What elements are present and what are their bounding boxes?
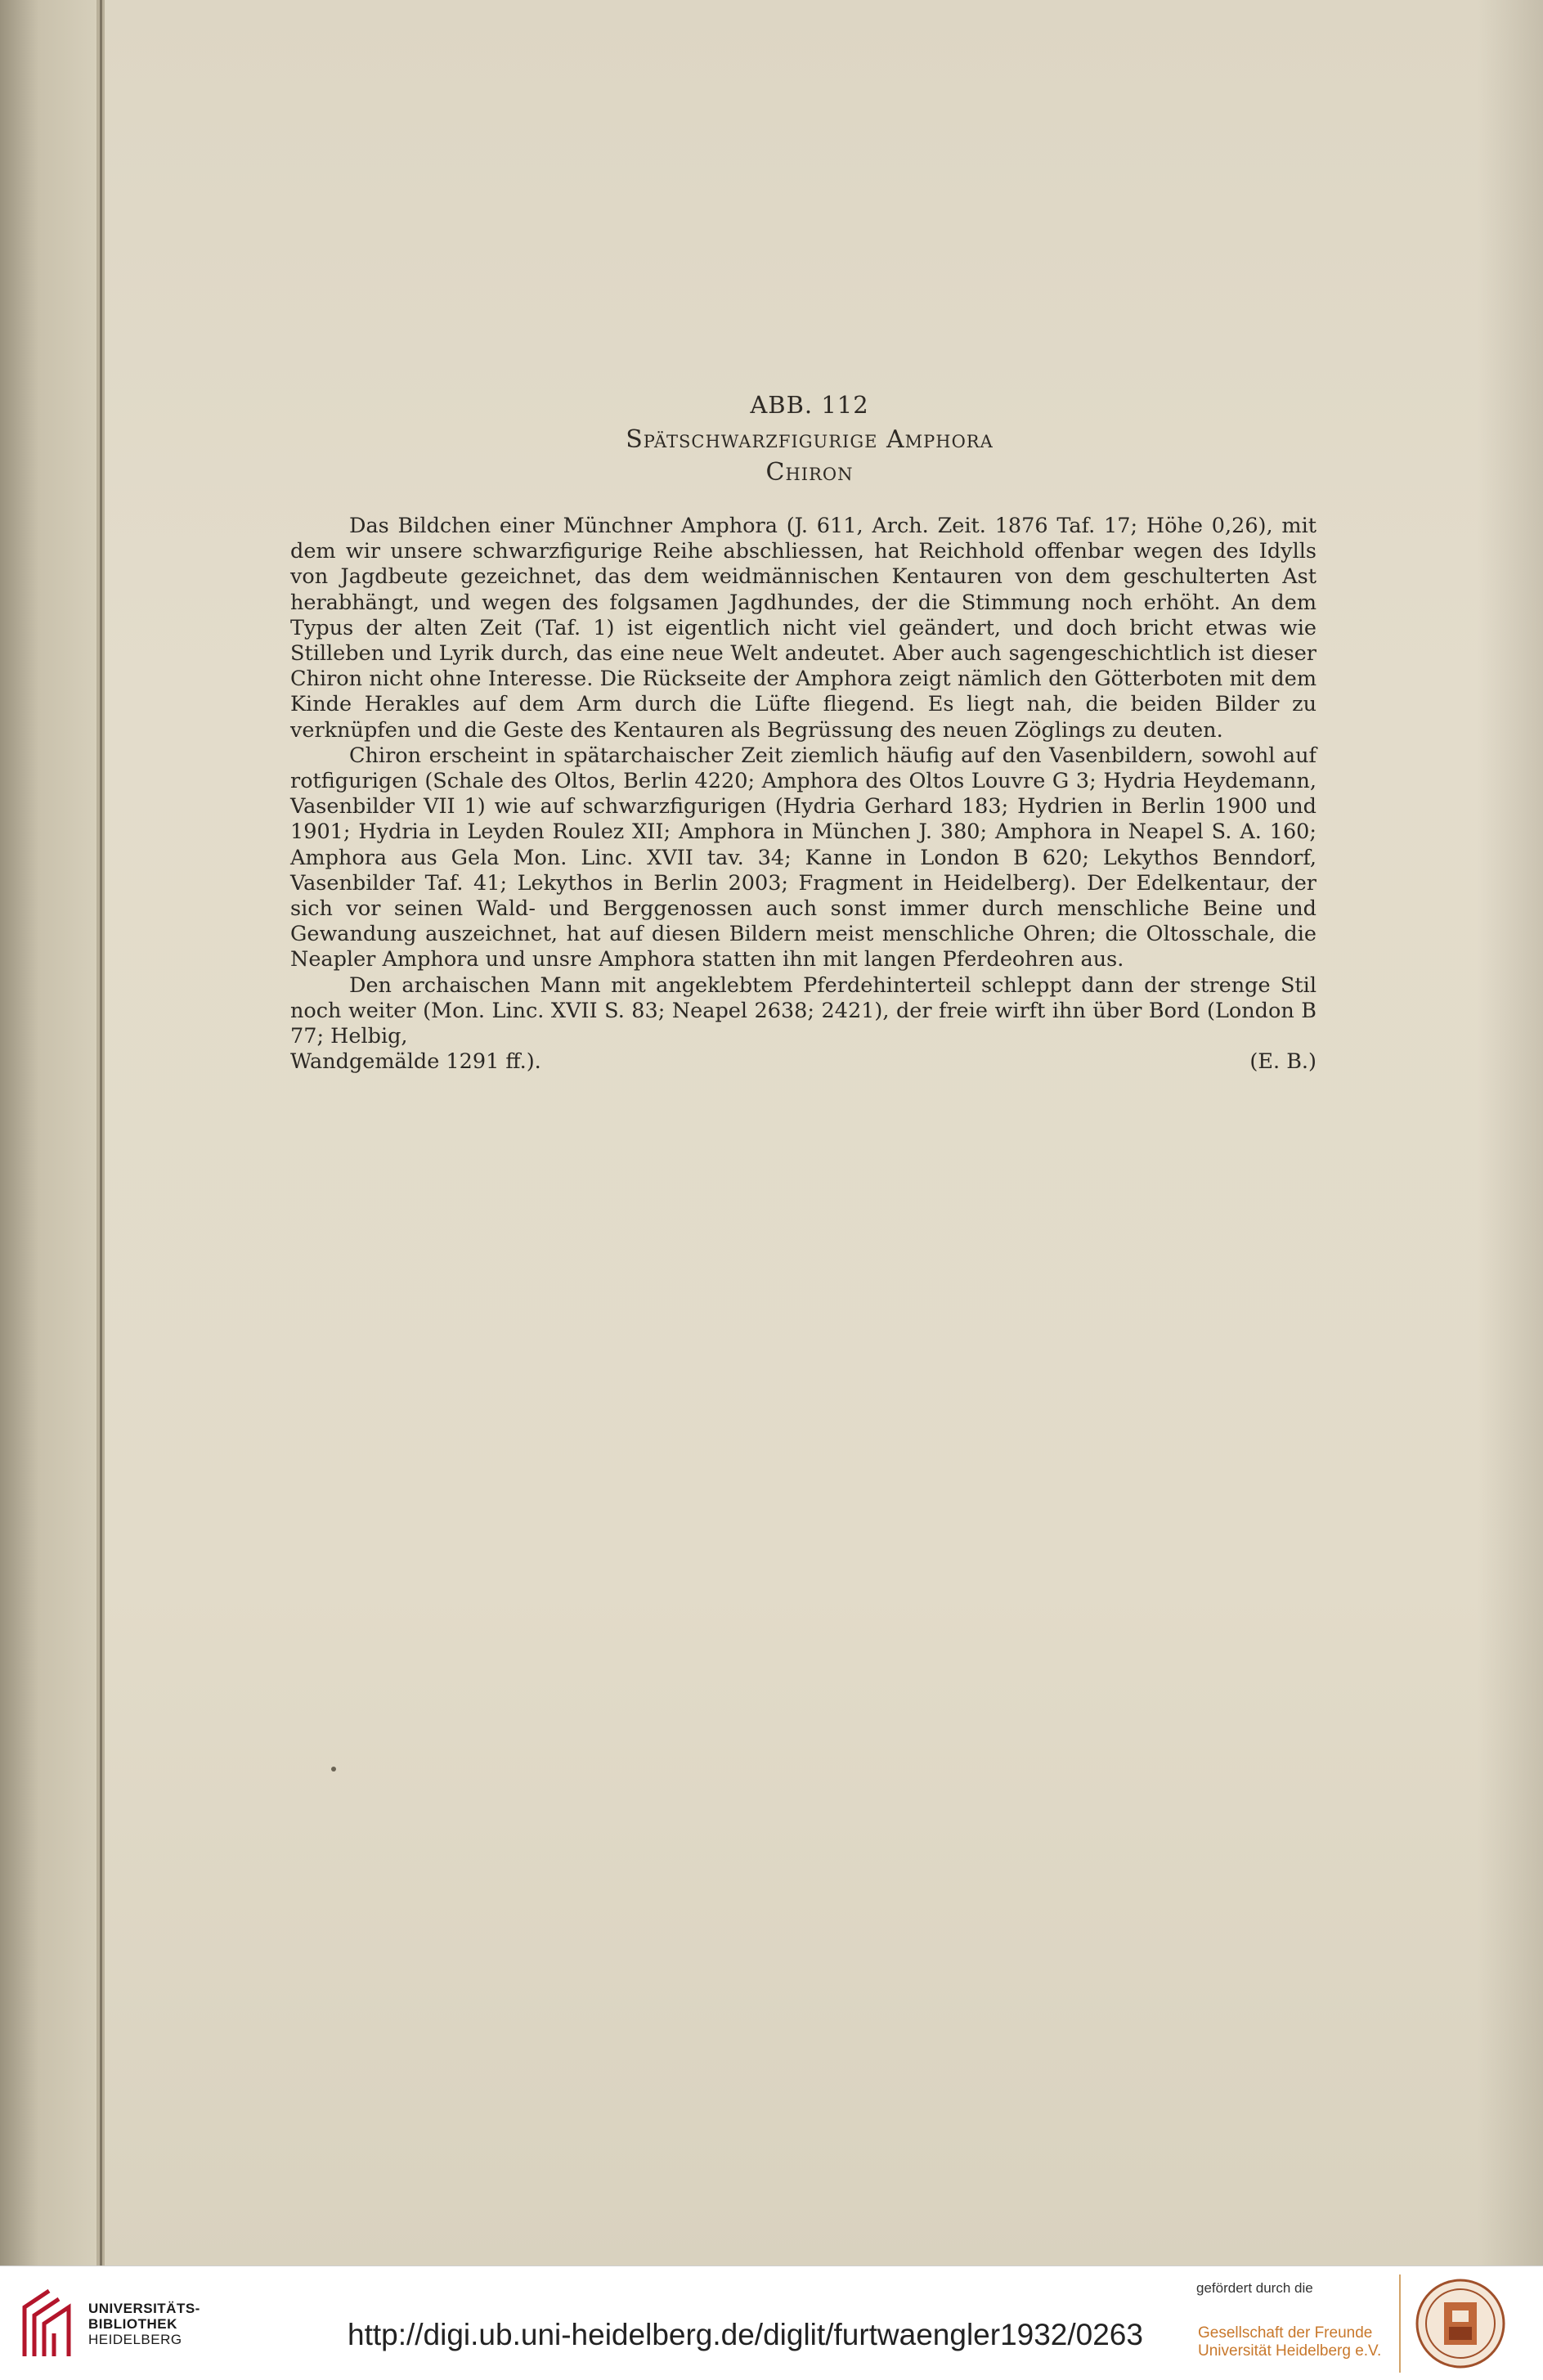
figure-title: Spätschwarzfigurige Amphora <box>626 425 994 454</box>
figure-subtitle: Chiron <box>765 458 854 487</box>
university-seal-icon <box>1415 2278 1506 2369</box>
book-page <box>105 0 1543 2265</box>
previous-page-edge <box>0 0 96 2265</box>
paragraph-3-end: Wandgemälde 1291 ff.). <box>290 1049 541 1075</box>
sponsor-line1: Gesellschaft der Freunde <box>1198 2324 1373 2342</box>
sponsor-line2: Universität Heidelberg e.V. <box>1198 2342 1382 2360</box>
author-signature: (E. B.) <box>1249 1049 1316 1075</box>
footer-divider <box>1399 2274 1401 2373</box>
closing-line <box>290 1049 1316 1075</box>
ub-logo-icon <box>16 2283 78 2364</box>
permalink-url[interactable]: http://digi.ub.uni-heidelberg.de/diglit/furtwaengler1932/0263 <box>348 2318 1143 2351</box>
figure-number: ABB. 112 <box>750 391 869 419</box>
library-name <box>88 2301 200 2347</box>
page-shadow <box>1478 0 1543 2265</box>
paragraph-2: Chiron erscheint in spätarchaischer Zeit ziemlich häufig auf den Vasenbildern, sowohl auf rotfigurigen (Schale des Oltos, Berlin 4220; Amphora des Oltos Louvre G 3; Hydria Heydemann, Vasenbilder VII 1) wie auf schwarzfigurigen (Hydria Gerhard 183; Hydrien in Berlin 1900 und 1901; Hydria in Leyden Roulez XII; Amphora in München J. 380; Amphora in Neapel S. A. 160; Amphora aus Gela Mon. Linc. XVII tav. 34; Kanne in London B 620; Lekythos Benndorf, Vasenbilder Taf. 41; Lekythos in Berlin 2003; Fragment in Heidelberg). Der Edelkentaur, der sich vor seinen Wald- und Berggenossen auch sonst immer durch menschliche Beine und Gewandung auszeichnet, hat auf diesen Bildern meist menschliche Ohren; die Oltosschale, die Neapler Amphora und unsre Amphora statten ihn mit langen Pferdeohren aus. <box>290 743 1316 972</box>
book-gutter <box>100 0 102 2265</box>
scan-speck <box>331 1767 336 1772</box>
sponsor-name <box>1198 2324 1381 2360</box>
paragraph-3: Den archaischen Mann mit angeklebtem Pferdehinterteil schleppt dann der strenge Stil noch weiter (Mon. Linc. XVII S. 83; Neapel 2638; 2421), der freie wirft ihn über Bord (London B 77; Helbig, <box>290 972 1316 1049</box>
article-body <box>290 514 1316 1075</box>
library-name-line2: BIBLIOTHEK <box>88 2316 177 2332</box>
library-name-line3: HEIDELBERG <box>88 2332 182 2347</box>
paragraph-1: Das Bildchen einer Münchner Amphora (J. 611, Arch. Zeit. 1876 Taf. 17; Höhe 0,26), mit dem wir unsere schwarzfigurige Reihe abschliessen, hat Reichhold offenbar wegen des Idylls von Jagdbeute gezeichnet, das dem weidmännischen Kentauren von dem geschulterten Ast herabhängt, und wegen des folgsamen Jagdhundes, der die Stimmung noch erhöht. An dem Typus der alten Zeit (Taf. 1) ist eigentlich nicht viel geändert, und doch bricht etwas wie Stilleben und Lyrik durch, das eine neue Welt andeutet. Aber auch sagengeschichtlich ist dieser Chiron nicht ohne Interesse. Die Rückseite der Amphora zeigt nämlich den Götterboten mit dem Kinde Herakles auf dem Arm durch die Lüfte fliegend. Es liegt nah, die beiden Bilder zu verknüpfen und die Geste des Kentauren als Begrüssung des neuen Zöglings zu deuten. <box>290 514 1316 743</box>
funded-by-label: gefördert durch die <box>1196 2280 1313 2296</box>
library-name-line1: UNIVERSITÄTS- <box>88 2301 200 2316</box>
footer-banner <box>0 2265 1543 2380</box>
